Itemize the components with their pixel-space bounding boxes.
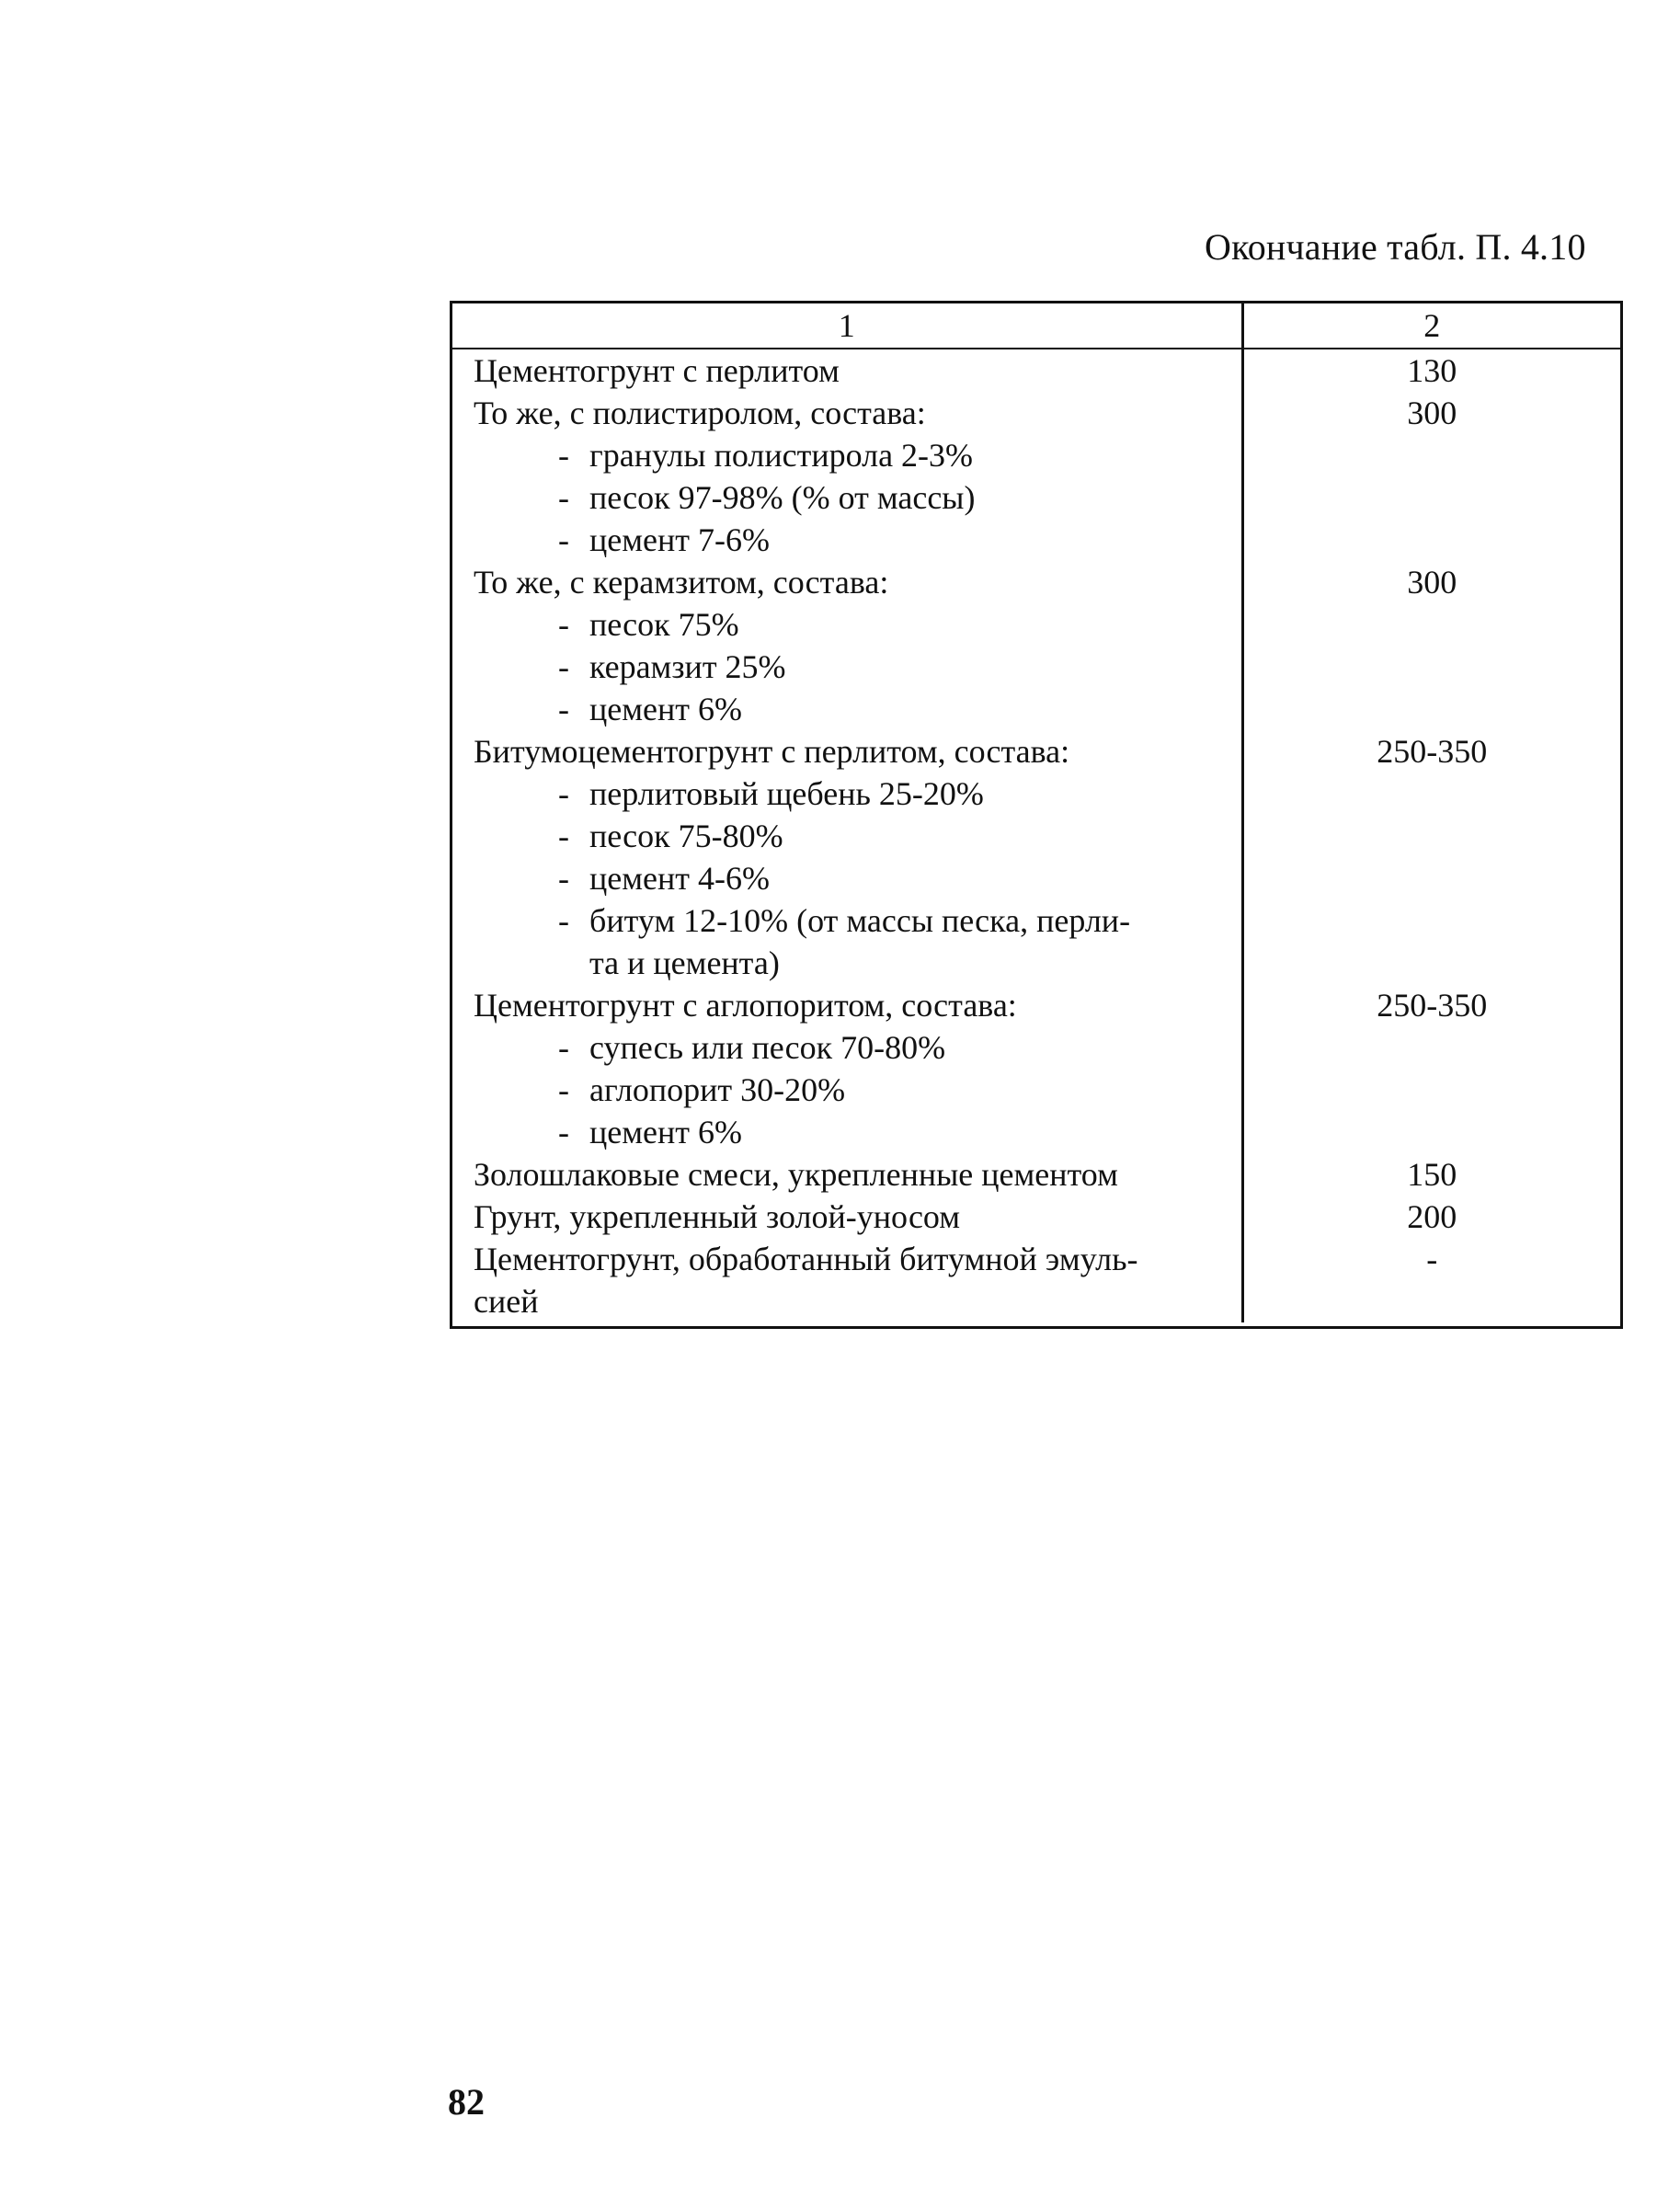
material-name: Грунт, укрепленный золой-уносом — [474, 1198, 961, 1235]
composition-item — [474, 646, 1225, 688]
value-cell: - — [1426, 1241, 1438, 1277]
material-name: То же, с керамзитом, состава: — [474, 564, 889, 601]
composition-text: аглопорит 30-20% — [589, 1071, 846, 1108]
table-row — [452, 1153, 1620, 1196]
composition-text: та и цемента) — [589, 944, 780, 981]
composition-item — [474, 519, 1225, 561]
column-header-2: 2 — [1242, 303, 1620, 349]
table-row — [452, 984, 1620, 1153]
composition-item — [474, 773, 1225, 815]
material-name: Цементогрунт, обработанный битумной эмуль- — [474, 1241, 1138, 1277]
value-cell: 250-350 — [1377, 733, 1488, 770]
header-row — [452, 303, 1620, 349]
table-row — [452, 730, 1620, 984]
composition-text: цемент 4-6% — [589, 860, 770, 897]
composition-text: песок 97-98% (% от массы) — [589, 479, 976, 516]
material-cell — [452, 984, 1242, 1153]
material-cell — [452, 392, 1242, 561]
table-row — [452, 1196, 1620, 1238]
value-cell: 300 — [1407, 564, 1457, 601]
dash-marker: - — [558, 479, 569, 516]
dash-marker: - — [558, 775, 569, 812]
composition-text: цемент 6% — [589, 1114, 742, 1150]
dash-marker: - — [558, 902, 569, 939]
column-header-1: 1 — [452, 303, 1242, 349]
dash-marker: - — [558, 860, 569, 897]
page-number: 82 — [448, 2081, 485, 2123]
composition-text: керамзит 25% — [589, 648, 786, 685]
value-cell: 300 — [1407, 395, 1457, 431]
composition-text: песок 75-80% — [589, 818, 783, 854]
value-cell: 200 — [1407, 1198, 1457, 1235]
material-name-continuation: сией — [474, 1283, 539, 1320]
table-row — [452, 561, 1620, 730]
composition-text: гранулы полистирола 2-3% — [589, 437, 974, 474]
composition-text: песок 75% — [589, 606, 739, 643]
material-cell — [452, 1196, 1242, 1238]
composition-item — [474, 899, 1225, 942]
material-cell — [452, 1153, 1242, 1196]
dash-marker: - — [558, 1029, 569, 1066]
composition-item — [474, 434, 1225, 476]
dash-marker: - — [558, 1114, 569, 1150]
material-cell — [452, 561, 1242, 730]
dash-marker: - — [558, 818, 569, 854]
table-grid — [452, 303, 1620, 1322]
composition-item — [474, 1111, 1225, 1153]
dash-marker: - — [558, 606, 569, 643]
value-cell: 130 — [1407, 352, 1457, 389]
material-cell — [452, 730, 1242, 984]
value-cell: 250-350 — [1377, 987, 1488, 1024]
composition-item — [474, 1069, 1225, 1111]
material-cell — [452, 349, 1242, 392]
composition-item — [474, 603, 1225, 646]
composition-item — [474, 857, 1225, 899]
composition-text: цемент 6% — [589, 691, 742, 727]
dash-marker: - — [558, 648, 569, 685]
dash-marker: - — [558, 691, 569, 727]
composition-text: перлитовый щебень 25-20% — [589, 775, 984, 812]
dash-marker: - — [558, 437, 569, 474]
table-caption: Окончание табл. П. 4.10 — [1205, 226, 1586, 268]
composition-text: цемент 7-6% — [589, 521, 770, 558]
material-name: То же, с полистиролом, состава: — [474, 395, 926, 431]
dash-marker: - — [558, 1071, 569, 1108]
material-cell — [452, 1238, 1242, 1322]
composition-item — [474, 476, 1225, 519]
material-name: Золошлаковые смеси, укрепленные цементом — [474, 1156, 1118, 1193]
material-name: Цементогрунт с перлитом — [474, 352, 840, 389]
material-name: Битумоцементогрунт с перлитом, состава: — [474, 733, 1070, 770]
composition-item — [474, 1026, 1225, 1069]
value-cell: 150 — [1407, 1156, 1457, 1193]
composition-item-continuation — [474, 942, 1225, 984]
composition-text: битум 12-10% (от массы песка, перли- — [589, 902, 1131, 939]
table-row — [452, 392, 1620, 561]
data-table — [450, 301, 1623, 1329]
table-row — [452, 349, 1620, 392]
material-name: Цементогрунт с аглопоритом, состава: — [474, 987, 1017, 1024]
dash-marker: - — [558, 521, 569, 558]
composition-item — [474, 688, 1225, 730]
composition-item — [474, 815, 1225, 857]
composition-text: супесь или песок 70-80% — [589, 1029, 946, 1066]
table-row — [452, 1238, 1620, 1322]
